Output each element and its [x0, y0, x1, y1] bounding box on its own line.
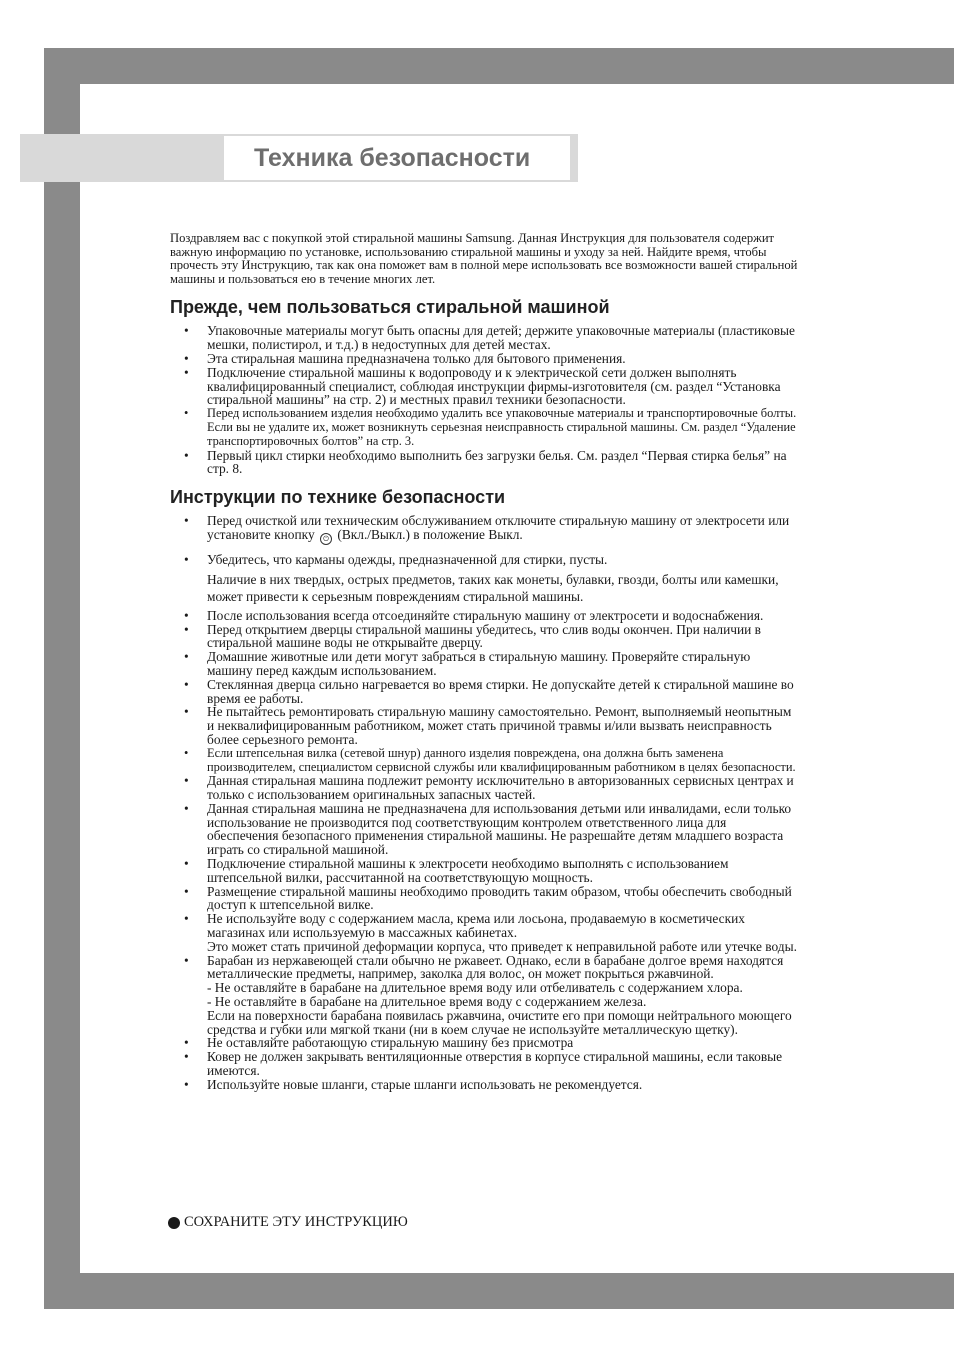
list-item: • Домашние животные или дети могут забраться в стиральную машину. Проверяйте стиральную машину перед каждым использованием.	[184, 649, 751, 678]
list-item: • Не используйте воду с содержанием масла, крема или лосьона, продаваемую в косметических магазинах или используемую в массажных кабинетах. Это может стать причиной деформации корпуса, что приведет к неправильной работе или утечке воды.	[184, 911, 797, 954]
list-item: • Эта стиральная машина предназначена только для бытового применения.	[184, 350, 626, 366]
list-item: • Используйте новые шланги, старые шланги использовать не рекомендуется.	[184, 1076, 643, 1092]
list-item: • Данная стиральная машина не предназначена для использования детьми или инвалидами, если только использование не производится под соответствующим контролем ответственного лица для обеспечения безопасного применения стиральной машины. Не разрешайте детям младшего возраста играть со стиральной машиной.	[184, 800, 792, 858]
intro-paragraph: Поздравляем вас с покупкой этой стиральной машины Samsung. Данная Инструкция для пользователя содержит важную информацию по установке, использованию стиральной машины и уходу за ней. Найдите время, чтобы прочесть эту Инструкцию, так как она поможет вам в полной мере использовать все возможности вашей стиральной машины и пользоваться ею в течение многих лет.	[170, 231, 798, 286]
footer-text: СОХРАНИТЕ ЭТУ ИНСТРУКЦИЮ	[184, 1214, 408, 1230]
bullet: •	[184, 856, 189, 872]
page-frame-top	[44, 48, 954, 84]
bullet: •	[184, 323, 189, 339]
bullet: •	[184, 1049, 189, 1065]
bullet: •	[184, 676, 189, 692]
list-item: • Первый цикл стирки необходимо выполнить без загрузки белья. См. раздел “Первая стирка белья” на стр. 8.	[184, 447, 787, 477]
list-item: • Не пытайтесь ремонтировать стиральную машину самостоятельно. Ремонт, выполняемый неопытным и неквалифицированным работником, может стать причиной травмы и/или вызвать неисправность более серьезного ремонта.	[184, 704, 792, 747]
bullet: •	[184, 911, 189, 927]
list-item: • Убедитесь, что карманы одежды, предназначенной для стирки, пусты. Наличие в них твердых, острых предметов, таких как монеты, булавки, гвозди, болты или камешки, может привести к серьезным повреждениям стиральной машины.	[184, 551, 779, 604]
page-title: Техника безопасности	[254, 143, 531, 172]
list-item: • Не оставляйте работающую стиральную машину без присмотра	[184, 1035, 574, 1051]
page-frame-bottom	[44, 1273, 954, 1309]
bullet: •	[184, 513, 189, 529]
power-button-icon: ⏻	[320, 533, 332, 545]
list-item: • Барабан из нержавеющей стали обычно не ржавеет. Однако, если в барабане долгое время находятся металлические предметы, например, заколка для волос, он может покрыться ржавчиной. - Не оставляйте в барабане на длительное время воду или отбеливатель с содержанием хлора. - Не оставляйте в барабане на длительное время воду с содержанием железа. Если на поверхности барабана появилась ржавчина, очистите его при помощи нейтрального моющего средства и губки или мягкой ткани (ни в коем случае не используйте металлическую щетку).	[184, 952, 792, 1037]
list-item: • После использования всегда отсоединяйте стиральную машину от электросети и водоснабжения.	[184, 607, 764, 623]
bullet: •	[184, 745, 189, 760]
content	[170, 232, 798, 1092]
bullet: •	[184, 364, 189, 380]
list-item: • Размещение стиральной машины необходимо проводить таким образом, чтобы обеспечить свободный доступ к штепсельной вилке.	[184, 883, 792, 913]
bullet: •	[184, 350, 189, 366]
list-item: • Упаковочные материалы могут быть опасны для детей; держите упаковочные материалы (пластиковые мешки, полистирол, и т.д.) в недоступных для детей местах.	[184, 323, 795, 353]
list-item: • Перед открытием дверцы стиральной машины убедитесь, что слив воды окончен. При наличии в стиральной машине воды не открывайте дверцу.	[184, 621, 761, 651]
page-frame-left	[44, 48, 80, 1309]
title-box	[224, 136, 570, 180]
bullet: •	[184, 800, 189, 816]
bullet: •	[184, 649, 189, 665]
list-item: • Стеклянная дверца сильно нагревается во время стирки. Не допускайте детей к стиральной машине во время ее работы.	[184, 676, 794, 706]
bullet: •	[184, 447, 189, 463]
list-item: • Подключение стиральной машины к водопроводу и к электрической сети должен выполнять квалифицированный специалист, соблюдая инструкции фирмы-изготовителя (см. раздел “Установка стиральной машины” на стр. 2) и местных правил техники безопасности.	[184, 364, 781, 408]
list-item: • Если штепсельная вилка (сетевой шнур) данного изделия повреждена, она должна быть заменена производителем, специалистом сервисной службы или квалифицированным работником в целях безопасности.	[184, 745, 796, 774]
safety-list	[170, 514, 798, 1091]
list-item: • Подключение стиральной машины к электросети необходимо выполнять с использованием штепсельной вилки, рассчитанной на соответствующую мощность.	[184, 856, 729, 885]
before-use-list	[170, 324, 798, 476]
list-item: • Перед очисткой или техническим обслуживанием отключите стиральную машину от электросети или установите кнопку ⏻ (Вкл./Выкл.) в положение Выкл.	[184, 513, 790, 543]
footer-note	[168, 1214, 408, 1231]
bullet: •	[184, 551, 189, 567]
list-item: • Ковер не должен закрывать вентиляционные отверстия в корпусе стиральной машины, если таковые имеются.	[184, 1049, 783, 1079]
bullet: •	[184, 952, 189, 968]
list-item: • Данная стиральная машина подлежит ремонту исключительно в авторизованных сервисных центрах и только с использованием оригинальных запасных частей.	[184, 773, 794, 803]
bullet: •	[184, 1035, 189, 1051]
bullet: •	[184, 621, 189, 637]
bullet: •	[184, 704, 189, 720]
bullet-dot-icon	[168, 1217, 180, 1229]
section-heading-safety: Инструкции по технике безопасности	[170, 487, 506, 508]
bullet: •	[184, 773, 189, 789]
bullet: •	[184, 406, 189, 421]
bullet: •	[184, 883, 189, 899]
list-item: • Перед использованием изделия необходимо удалить все упаковочные материалы и транспортировочные болты. Если вы не удалите их, может возникнуть серьезная неисправность стиральной машины. См. раздел “Удаление транспортировочных болтов” на стр. 3.	[184, 406, 797, 448]
section-heading-before-use: Прежде, чем пользоваться стиральной машиной	[170, 297, 610, 318]
bullet: •	[184, 1076, 189, 1092]
bullet: •	[184, 607, 189, 623]
